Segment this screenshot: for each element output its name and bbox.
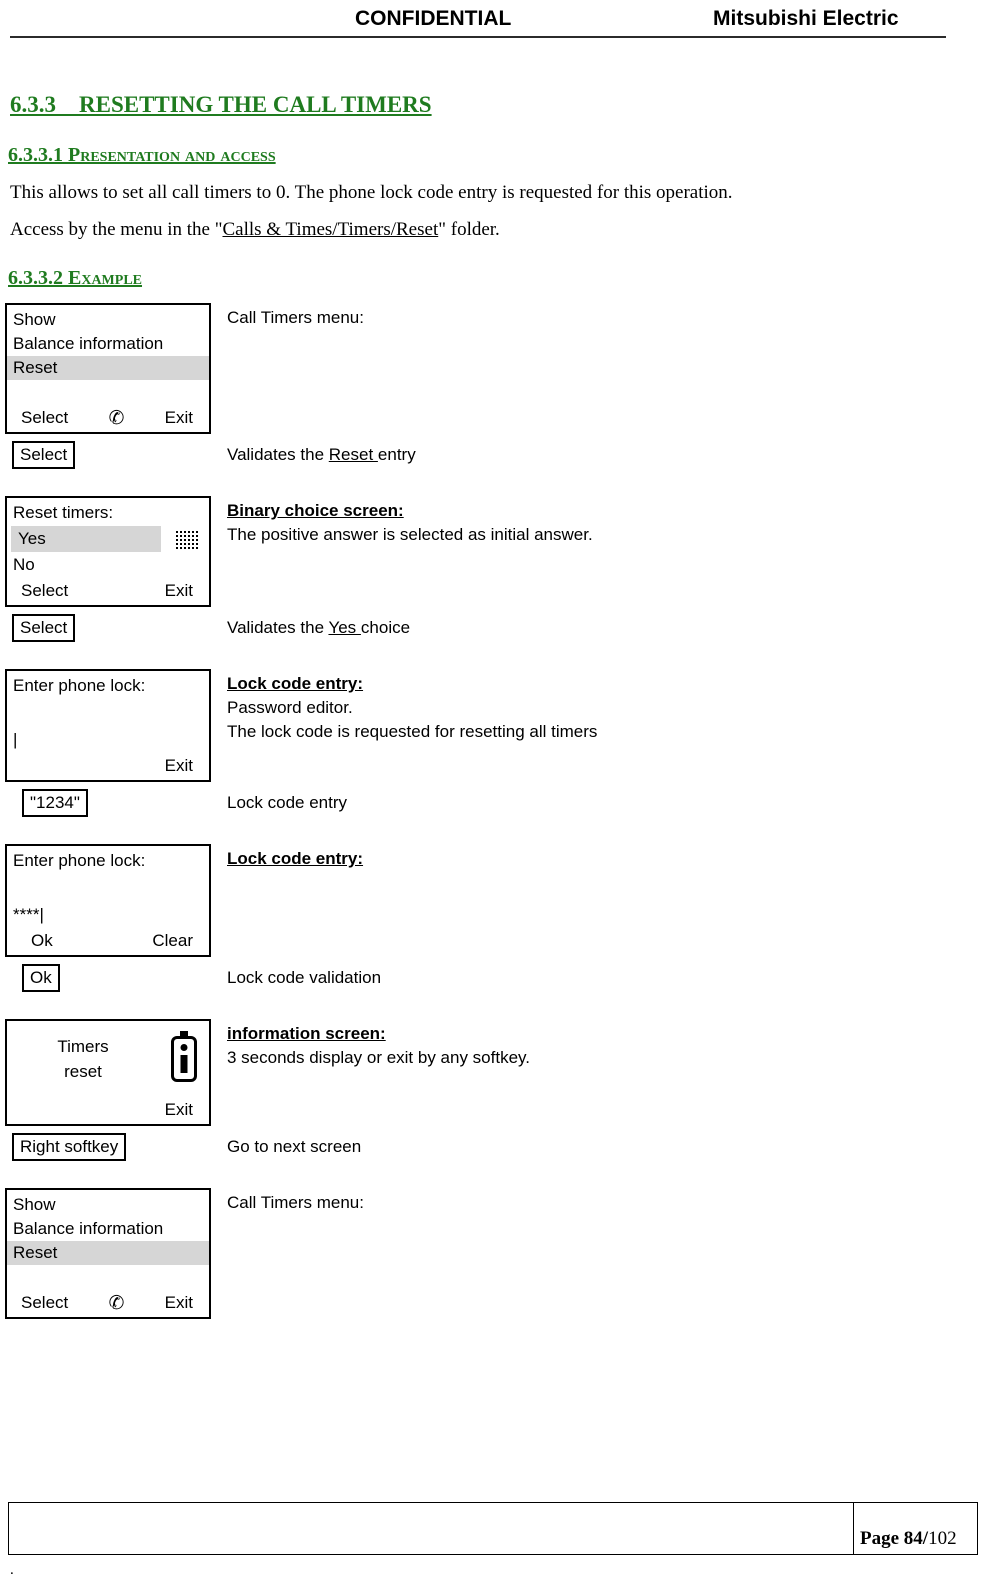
doc-header: [10, 0, 946, 38]
trailing-dot: .: [10, 1562, 14, 1578]
phone-screen-call-timers-menu-2: [5, 1188, 211, 1319]
step2-screen-row: [5, 496, 986, 607]
menu-item-balance-information: Balance information: [13, 334, 164, 353]
menu-item-reset-highlighted: Reset: [7, 1241, 209, 1265]
caption-information-screen-title: information screen:: [227, 1024, 386, 1043]
caption-password-editor: Password editor.: [227, 698, 353, 717]
subsection-title: Presentation and access: [68, 144, 276, 166]
softkey-bar: [7, 579, 209, 603]
softkey-exit-label: Exit: [164, 756, 193, 775]
caption-lock-code-requested: The lock code is requested for resetting all timers: [227, 722, 598, 741]
masked-code-with-cursor: ****|: [13, 905, 44, 924]
caption-lock-code-entry: Lock code entry: [227, 793, 348, 812]
step6-screen-row: [5, 1188, 986, 1319]
softkey-exit-label: Exit: [164, 581, 193, 600]
info-screen-text: [7, 1034, 159, 1084]
screen-blank-line: [7, 873, 209, 903]
caption-validates-reset: Validates the Reset entry: [227, 445, 416, 464]
info-line-reset: reset: [64, 1062, 102, 1081]
info-line-timers: Timers: [57, 1037, 109, 1056]
action-select-2: Select: [12, 614, 75, 642]
company-name: Mitsubishi Electric: [713, 7, 899, 30]
caption-binary-choice-body: The positive answer is selected as initial answer.: [227, 525, 593, 544]
softkey-select-label: Select: [21, 581, 69, 600]
option-yes-highlighted: Yes: [11, 526, 161, 552]
subsection-number: 6.3.3.2: [8, 267, 63, 289]
softkey-select-label: Select: [21, 408, 69, 427]
step4-screen-row: [5, 844, 986, 957]
softkey-bar: [7, 406, 209, 430]
option-yes-row: [7, 526, 209, 552]
menu-item-balance-information: Balance information: [13, 1219, 164, 1238]
subsection-number: 6.3.3.1: [8, 144, 63, 166]
confidential-label: CONFIDENTIAL: [355, 7, 512, 30]
screen-blank-line: [7, 698, 209, 728]
dithered-bitmap-icon: [175, 530, 199, 549]
softkey-bar: [7, 929, 209, 953]
caption-binary-choice-title: Binary choice screen:: [227, 501, 404, 520]
caption-validates-yes: Validates the Yes choice: [227, 618, 411, 637]
phone-screen-timers-reset-info: [5, 1019, 211, 1126]
step2-action-row: [5, 614, 986, 642]
screen-blank-line: [7, 380, 209, 404]
phone-screen-enter-lock-empty: [5, 669, 211, 782]
action-enter-1234: "1234": [22, 789, 88, 817]
page-number: Page 84/102: [853, 1503, 977, 1554]
action-ok: Ok: [22, 964, 60, 992]
softkey-bar: [7, 1291, 209, 1315]
softkey-bar: [7, 1098, 209, 1122]
phone-screen-reset-timers: [5, 496, 211, 607]
action-select-1: Select: [12, 441, 75, 469]
screen-title-reset-timers: Reset timers:: [13, 503, 114, 522]
menu-item-show: Show: [13, 310, 56, 329]
step5-screen-row: [5, 1019, 986, 1126]
subsection-title: Example: [68, 267, 143, 289]
screen-title-enter-phone-lock: Enter phone lock:: [13, 676, 146, 695]
info-icon: [171, 1036, 197, 1082]
screen-blank-line: [7, 1265, 209, 1289]
text-cursor: |: [13, 730, 18, 749]
softkey-bar: [7, 754, 209, 778]
softkey-clear-label: Clear: [152, 931, 193, 950]
footer: [8, 1502, 978, 1555]
section-heading-resetting-call-timers: 6.3.3 RESETTING THE CALL TIMERS: [10, 92, 432, 117]
screen-title-enter-phone-lock: Enter phone lock:: [13, 851, 146, 870]
softkey-exit-label: Exit: [164, 408, 193, 427]
info-icon-nub: [180, 1031, 188, 1037]
phone-receiver-icon: ✆: [108, 407, 125, 429]
step1-screen-row: [5, 303, 986, 434]
menu-path-reference: Calls & Times/Timers/Reset: [222, 219, 439, 240]
menu-item-reset-highlighted: Reset: [7, 356, 209, 380]
caption-lock-code-validation: Lock code validation: [227, 968, 382, 987]
step3-screen-row: [5, 669, 986, 782]
phone-screen-enter-lock-masked: [5, 844, 211, 957]
caption-information-screen-body: 3 seconds display or exit by any softkey.: [227, 1048, 531, 1067]
subsection-heading-example: [8, 267, 986, 290]
subsection-heading-presentation-access: [8, 144, 986, 167]
caption-lock-code-entry-title-2: Lock code entry:: [227, 849, 364, 868]
paragraph-presentation: This allows to set all call timers to 0. The phone lock code entry is requested for this operation.: [10, 182, 733, 203]
caption-go-to-next-screen: Go to next screen: [227, 1137, 362, 1156]
menu-item-show: Show: [13, 1195, 56, 1214]
caption-call-timers-menu-1: Call Timers menu:: [227, 308, 364, 327]
softkey-ok-label: Ok: [31, 931, 53, 950]
step5-action-row: [5, 1133, 986, 1161]
footer-empty-cell: [9, 1503, 853, 1554]
phone-receiver-icon: ✆: [108, 1292, 125, 1314]
step4-action-row: [5, 964, 986, 992]
step3-action-row: [5, 789, 986, 817]
step1-action-row: [5, 441, 986, 469]
softkey-exit-label: Exit: [164, 1293, 193, 1312]
paragraph-access: Access by the menu in the "Calls & Times/Timers/Reset" folder.: [10, 219, 500, 240]
softkey-exit-label: Exit: [164, 1100, 193, 1119]
caption-lock-code-entry-title: Lock code entry:: [227, 674, 364, 693]
example-steps: [5, 303, 986, 1319]
phone-screen-call-timers-menu-1: [5, 303, 211, 434]
caption-call-timers-menu-2: Call Timers menu:: [227, 1193, 364, 1212]
softkey-select-label: Select: [21, 1293, 69, 1312]
option-no: No: [13, 555, 35, 574]
action-right-softkey: Right softkey: [12, 1133, 126, 1161]
